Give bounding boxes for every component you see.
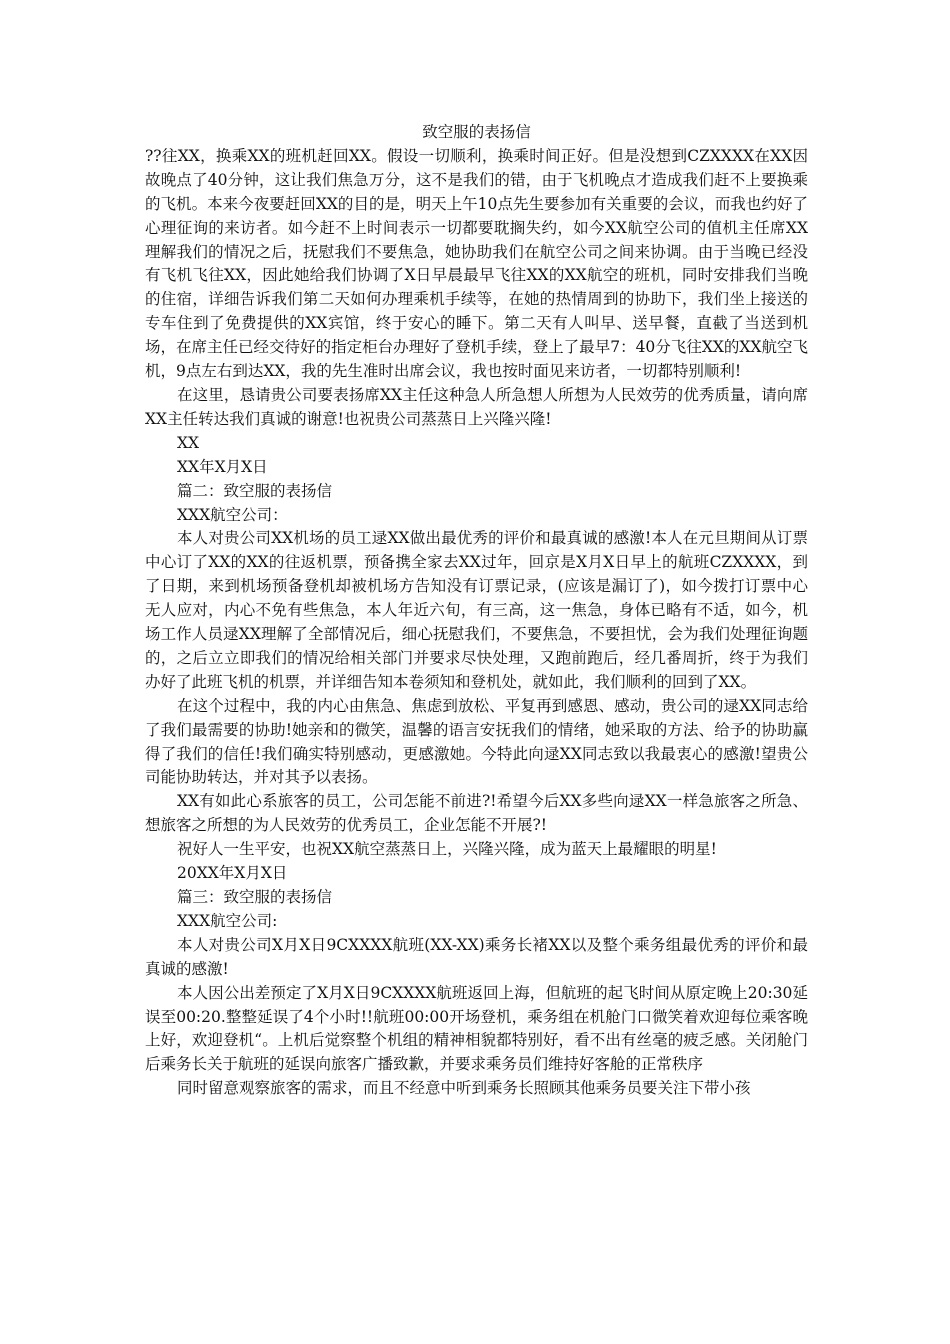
paragraph: 篇三：致空服的表扬信 bbox=[177, 888, 333, 906]
paragraph: 在这里，恳请贵公司要表扬席XX主任这种急人所急想人所想为人民效劳的优秀质量，请向席XX主任转达我们真诚的谢意!也祝贵公司蒸蒸日上兴隆兴隆! bbox=[145, 385, 808, 428]
paragraph: 本人对贵公司XX机场的员工逯XX做出最优秀的评价和最真诚的感激!本人在元旦期间从订票中心订了XX的XX的往返机票，预备携全家去XX过年，回京是X月X日早上的航班CZXXXX，到了日期，来到机场预备登机却被机场方告知没有订票记录，(应该是漏订了)，如今拨打订票中心无人应对，内心不免有些焦急，本人年近六旬，有三高，这一焦急，身体已略有不适，如今，机场工作人员逯XX理解了全部情况后，细心抚慰我们，不要焦急，不要担忧，会为我们处理征询题的，之后立立即我们的情况给相关部门并要求尽快处理，又跑前跑后，经几番周折，终于为我们办好了此班飞机的机票，并详细告知本卷须知和登机处，就如此，我们顺利的回到了XX。 bbox=[145, 529, 808, 691]
paragraph: XXX航空公司: bbox=[177, 911, 278, 930]
paragraph: ??往XX，换乘XX的班机赶回XX。假设一切顺利，换乘时间正好。但是没想到CZXXXX在XX因故晚点了40分钟，这让我们焦急万分，这不是我们的错，由于飞机晚点才造成我们赶不上要换乘的飞机。本来今夜要赶回XX的目的是，明天上午10点先生要参加有关重要的会议，而我也约好了心理征询的来访者。如今赶不上时间表示一切都要耽搁失约，如今XX航空公司的值机主任席XX理解我们的情况之后，抚慰我们不要焦急，她协助我们在航空公司之间来协调。由于当晚已经没有飞机飞往XX，因此她给我们协调了X日早晨最早飞往XX的XX航空的班机，同时安排我们当晚的住宿，详细告诉我们第二天如何办理乘机手续等，在她的热情周到的协助下，我们坐上接送的专车住到了免费提供的XX宾馆，终于安心的睡下。第二天有人叫早、送早餐，直截了当送到机场，在席主任已经交待好的指定柜台办理好了登机手续，登上了最早7：40分飞往XX的XX航空飞机，9点左右到达XX，我的先生准时出席会议，我也按时面见来访者，一切都特别顺利! bbox=[145, 146, 808, 381]
document-page bbox=[145, 121, 808, 1101]
paragraph: 本人对贵公司X月X日9CXXXX航班(XX-XX)乘务长褚XX以及整个乘务组最优秀的评价和最真诚的感激! bbox=[145, 935, 808, 978]
paragraph: 20XX年X月X日 bbox=[177, 864, 288, 883]
paragraph: XXX航空公司： bbox=[177, 505, 288, 524]
document-title: 致空服的表扬信 bbox=[422, 123, 531, 141]
document-body bbox=[145, 145, 808, 1101]
paragraph: 祝好人一生平安，也祝XX航空蒸蒸日上，兴隆兴隆，成为蓝天上最耀眼的明星! bbox=[177, 840, 717, 859]
paragraph: 本人因公出差预定了X月X日9CXXXX航班返回上海，但航班的起飞时间从原定晚上20:30延误至00:20.整整延误了4个小时!!航班00:00开场登机，乘务组在机舱门口微笑着欢迎每位乘客晚上好，欢迎登机“。上机后觉察整个机组的精神相貌都特别好，看不出有丝毫的疲乏感。关闭舱门后乘务长关于航班的延误向旅客广播致歉，并要求乘务员们维持好客舱的正常秩序 bbox=[145, 983, 808, 1074]
paragraph: XX有如此心系旅客的员工，公司怎能不前进?!希望今后XX多些向逯XX一样急旅客之所急、想旅客之所想的为人民效劳的优秀员工，企业怎能不开展?! bbox=[145, 792, 808, 835]
paragraph: 在这个过程中，我的内心由焦急、焦虑到放松、平复再到感恩、感动，贵公司的逯XX同志给了我们最需要的协助!她亲和的微笑，温馨的语言安抚我们的情绪，她采取的方法、给予的协助赢得了我们的信任!我们确实特别感动，更感激她。今特此向逯XX同志致以我最衷心的感激!望贵公司能协助转达，并对其予以表扬。 bbox=[145, 696, 808, 787]
paragraph: XX年X月X日 bbox=[177, 457, 268, 476]
paragraph: XX bbox=[177, 433, 200, 452]
paragraph: 同时留意观察旅客的需求，而且不经意中听到乘务长照顾其他乘务员要关注下带小孩 bbox=[177, 1079, 751, 1098]
paragraph: 篇二：致空服的表扬信 bbox=[177, 481, 333, 500]
